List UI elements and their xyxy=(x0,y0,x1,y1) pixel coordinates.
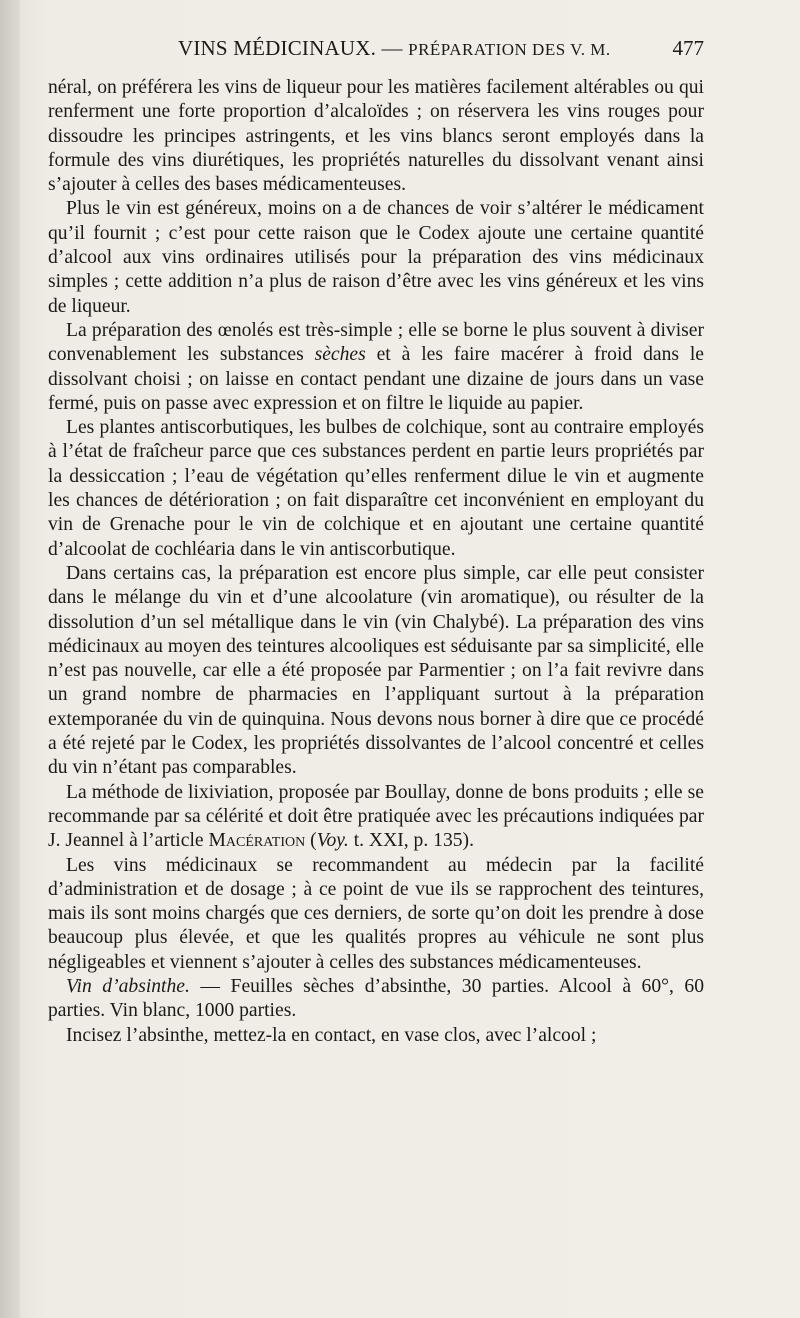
text-run: Voy. xyxy=(316,830,349,852)
running-title-main: VINS MÉDICINAUX. — xyxy=(178,36,409,60)
text-run: sèches xyxy=(314,344,366,366)
paragraph xyxy=(48,197,704,318)
paragraph xyxy=(48,1024,704,1048)
paragraph xyxy=(48,854,704,975)
text-run: La préparation des œnolés est très-simple ; elle se borne le plus souvent à diviser convenablement les substances xyxy=(48,319,704,366)
paragraph xyxy=(48,781,704,854)
text-run: Plus le vin est généreux, moins on a de chances de voir s’altérer le médicament qu’il fournit ; c’est pour cette raison que le Codex ajoute une certaine quantité d’alcool aux vins ordinaires utilisés pour la préparation des vins médicinaux simples ; cette addition n’a plus de raison d’être avec les vins généreux et les vins de liqueur. xyxy=(48,198,704,317)
paragraph xyxy=(48,76,704,197)
text-run: Dans certains cas, la préparation est encore plus simple, car elle peut consister dans le mélange du vin et d’une alcoolature (vin aromatique), ou résulter de la dissolution d’un sel métallique dans le vin (vin Chalybé). La préparation des vins médicinaux au moyen des teintures alcooliques est séduisante par sa simplicité, elle n’est pas nouvelle, car elle a été proposée par Parmentier ; on l’a fait revivre dans un grand nombre de pharmacies en l’appliquant surtout à la préparation extemporanée du vin de quinquina. Nous devons nous borner à dire que ce procédé a été rejeté par le Codex, les propriétés dissolvantes de l’alcool concentré et celles du vin n’étant pas comparables. xyxy=(48,562,704,779)
paragraph xyxy=(48,416,704,562)
paragraph xyxy=(48,319,704,416)
page-number: 477 xyxy=(672,36,704,60)
text-run: t. XXI, p. 135). xyxy=(348,830,474,852)
text-run: Incisez l’absinthe, mettez-la en contact, en vase clos, avec l’alcool ; xyxy=(66,1024,597,1046)
binding-gutter xyxy=(0,0,20,1318)
running-title-section: PRÉPARATION DES V. M. xyxy=(408,40,611,59)
text-run: ( xyxy=(305,830,317,852)
text-run: et à les faire macérer à froid dans le dissolvant choisi ; on laisse en contact pendant une dizaine de jours dans un vase fermé, puis on passe avec expression et on filtre le liquide au papier. xyxy=(48,344,705,414)
text-run: — Feuilles sèches d’absinthe, 30 parties. Alcool à 60°, 60 parties. Vin blanc, 1000 parties. xyxy=(48,975,704,1022)
text-run: Les plantes antiscorbutiques, les bulbes de colchique, sont au contraire employés à l’état de fraîcheur parce que ces substances perdent en partie leurs propriétés par la dessiccation ; l’eau de végétation qu’elles renferment dilue le vin et augmente les chances de détérioration ; on fait disparaître cet inconvénient en employant du vin de Grenache pour le vin de colchique et en ajoutant une certaine quantité d’alcoolat de cochléaria dans le vin antiscorbutique. xyxy=(48,417,704,560)
text-run: néral, on préférera les vins de liqueur pour les matières facilement altérables ou qui renferment une forte proportion d’alcaloïdes ; on réservera les vins rouges pour dissoudre les principes astringents, et les vins blancs seront employés dans la formule des vins diurétiques, les propriétés naturelles du dissolvant venant ainsi s’ajouter à celles des bases médicamenteuses. xyxy=(48,77,704,196)
page-body xyxy=(48,76,704,1048)
text-run: La méthode de lixiviation, proposée par Boullay, donne de bons produits ; elle se recommande par sa célérité et doit être pratiquée avec les précautions indiquées par J. Jeannel à l’article xyxy=(48,781,704,852)
running-header xyxy=(48,36,704,66)
text-run: Vin d’absinthe. xyxy=(66,975,190,997)
running-title xyxy=(178,36,611,61)
text-run: Les vins médicinaux se recommandent au médecin par la facilité d’administration et de dosage ; à ce point de vue ils se rapprochent des teintures, mais ils sont moins chargés que ces derniers, de sorte qu’on doit les prendre à dose beaucoup plus élevée, et que les qualités propres au véhicule ne sont plus négligeables et viennent s’ajouter à celles des substances médicamenteuses. xyxy=(48,854,704,973)
paragraph xyxy=(48,975,704,1024)
text-run: Macération xyxy=(208,830,306,852)
paragraph xyxy=(48,562,704,781)
